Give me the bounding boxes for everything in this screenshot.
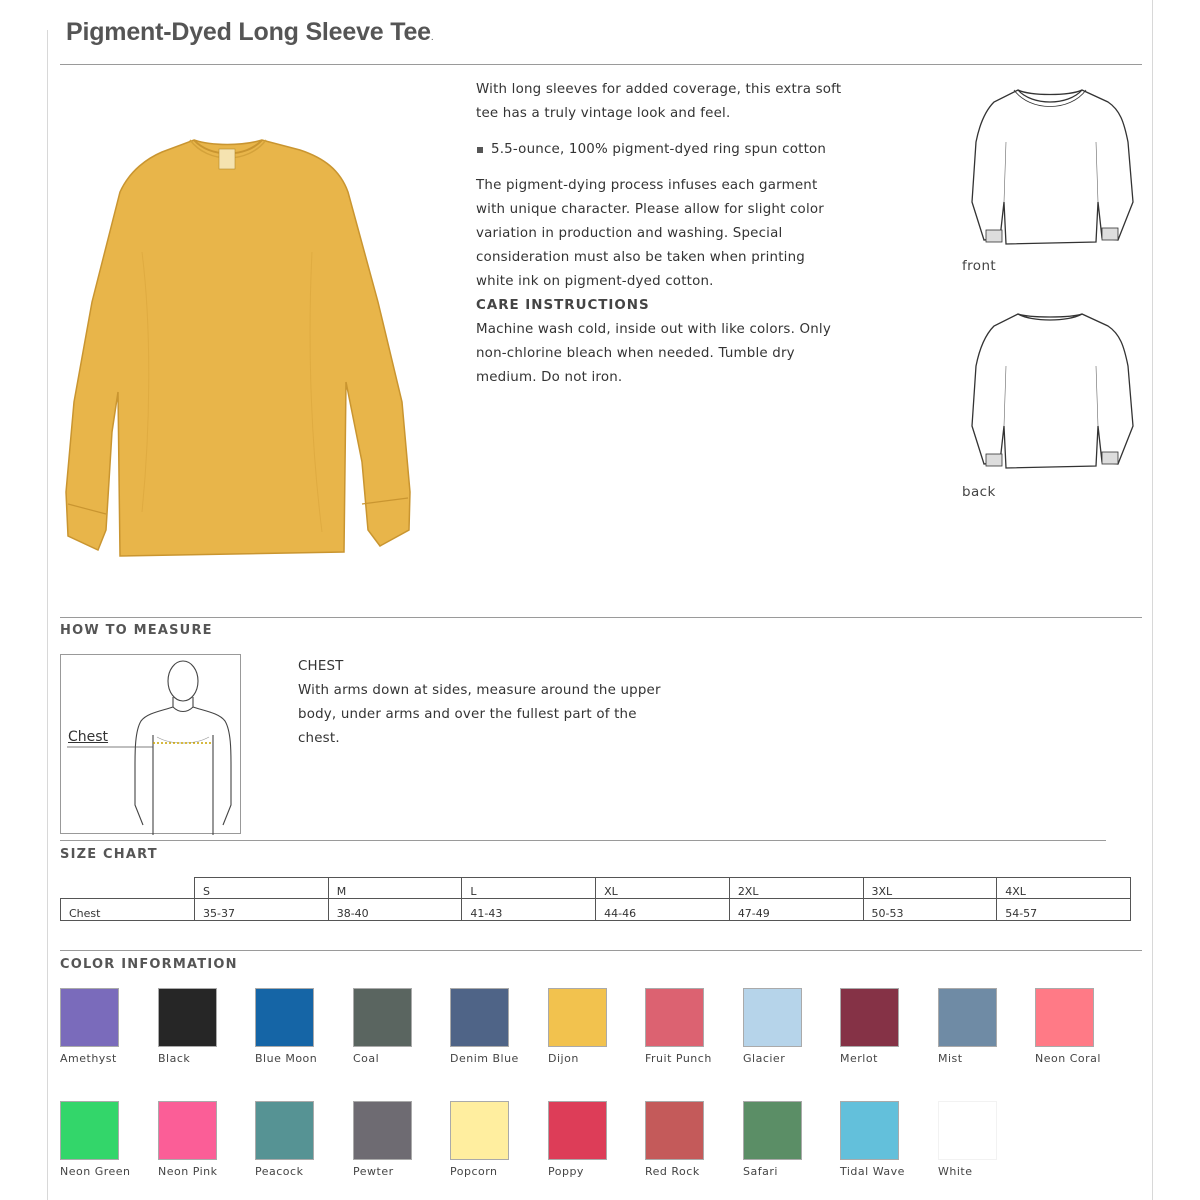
color-swatch[interactable] (158, 988, 258, 1065)
care-heading: CARE INSTRUCTIONS (476, 298, 650, 313)
color-swatch[interactable] (255, 1101, 355, 1178)
color-chip[interactable] (60, 988, 119, 1047)
size-chart-table (60, 877, 1131, 921)
size-value-cell: 35-37 (195, 899, 329, 921)
color-swatch[interactable] (938, 988, 1038, 1065)
color-name: Safari (743, 1165, 778, 1178)
body-outline-figure (61, 655, 242, 835)
color-swatch[interactable] (743, 1101, 843, 1178)
color-chip[interactable] (158, 1101, 217, 1160)
bullet-square-icon (477, 147, 483, 153)
care-text: Machine wash cold, inside out with like colors. Only non-chlorine bleach when needed. Tumble dry medium. Do not iron. (476, 322, 831, 385)
size-header-cell: 4XL (997, 878, 1131, 899)
color-name: Black (158, 1052, 191, 1065)
size-header-cell: M (328, 878, 462, 899)
page-title: Pigment-Dyed Long Sleeve Tee. (66, 18, 434, 46)
measure-text: With arms down at sides, measure around the upper body, under arms and over the fullest part of the chest. (298, 683, 661, 746)
color-chip[interactable] (450, 1101, 509, 1160)
color-swatch[interactable] (645, 988, 745, 1065)
color-chip[interactable] (450, 988, 509, 1047)
color-chip[interactable] (938, 988, 997, 1047)
size-value-cell: 54-57 (997, 899, 1131, 921)
color-name: White (938, 1165, 973, 1178)
color-chip[interactable] (255, 988, 314, 1047)
size-value-cell: 50-53 (863, 899, 997, 921)
description-intro: With long sleeves for added coverage, this extra soft tee has a truly vintage look and feel. (476, 82, 842, 121)
color-chip[interactable] (353, 1101, 412, 1160)
color-name: Glacier (743, 1052, 786, 1065)
size-chest-row (61, 899, 1131, 921)
color-name: Dijon (548, 1052, 579, 1065)
front-label: front (962, 258, 997, 274)
color-chip[interactable] (158, 988, 217, 1047)
back-flat-sketch (970, 306, 1135, 476)
size-header-blank (61, 878, 195, 899)
color-chip[interactable] (1035, 988, 1094, 1047)
color-swatch[interactable] (743, 988, 843, 1065)
color-name: Fruit Punch (645, 1052, 712, 1065)
color-chip[interactable] (743, 988, 802, 1047)
size-value-cell: 41-43 (462, 899, 596, 921)
color-swatch[interactable] (353, 1101, 453, 1178)
color-chip[interactable] (938, 1101, 997, 1160)
size-header-row (61, 878, 1131, 899)
color-swatch[interactable] (548, 1101, 648, 1178)
color-chip[interactable] (548, 1101, 607, 1160)
size-header-cell: S (195, 878, 329, 899)
size-value-cell: 38-40 (328, 899, 462, 921)
color-swatch[interactable] (60, 988, 160, 1065)
color-chip[interactable] (645, 1101, 704, 1160)
color-swatch[interactable] (938, 1101, 1038, 1178)
diagram-chest-label: Chest (68, 729, 109, 745)
measure-divider (60, 617, 1142, 618)
color-swatch[interactable] (353, 988, 453, 1065)
color-name: Neon Pink (158, 1165, 218, 1178)
front-flat-sketch (970, 82, 1135, 252)
color-name: Poppy (548, 1165, 584, 1178)
color-name: Merlot (840, 1052, 878, 1065)
color-swatch[interactable] (158, 1101, 258, 1178)
color-name: Popcorn (450, 1165, 498, 1178)
color-chip[interactable] (840, 988, 899, 1047)
feature-bullet (476, 138, 846, 162)
back-label: back (962, 484, 996, 500)
product-description (476, 78, 846, 390)
color-chip[interactable] (60, 1101, 119, 1160)
size-value-cell: 47-49 (729, 899, 863, 921)
how-to-measure-heading: HOW TO MEASURE (60, 623, 213, 638)
color-chip[interactable] (548, 988, 607, 1047)
measure-diagram (60, 654, 241, 834)
color-name: Tidal Wave (840, 1165, 905, 1178)
size-header-cell: 2XL (729, 878, 863, 899)
size-value-cell: 44-46 (596, 899, 730, 921)
color-swatch[interactable] (450, 1101, 550, 1178)
color-swatch[interactable] (1035, 988, 1135, 1065)
color-name: Amethyst (60, 1052, 117, 1065)
product-image (62, 132, 414, 562)
color-chip[interactable] (743, 1101, 802, 1160)
color-name: Coal (353, 1052, 380, 1065)
feature-bullet-text: 5.5-ounce, 100% pigment-dyed ring spun cotton (491, 142, 827, 157)
measure-instructions (298, 655, 678, 751)
size-header-cell: XL (596, 878, 730, 899)
color-chip[interactable] (645, 988, 704, 1047)
title-divider (60, 64, 1142, 65)
color-chip[interactable] (840, 1101, 899, 1160)
measure-title: CHEST (298, 659, 344, 674)
size-row-label: Chest (61, 899, 195, 921)
size-header-cell: L (462, 878, 596, 899)
left-border-line (47, 30, 48, 1200)
color-swatch[interactable] (645, 1101, 745, 1178)
color-swatch[interactable] (450, 988, 550, 1065)
color-swatch[interactable] (255, 988, 355, 1065)
color-name: Pewter (353, 1165, 394, 1178)
color-name: Neon Coral (1035, 1052, 1101, 1065)
size-header-cell: 3XL (863, 878, 997, 899)
color-name: Neon Green (60, 1165, 131, 1178)
color-divider (60, 950, 1142, 951)
color-name: Denim Blue (450, 1052, 519, 1065)
color-swatch[interactable] (840, 1101, 940, 1178)
color-name: Mist (938, 1052, 963, 1065)
color-chip[interactable] (255, 1101, 314, 1160)
color-swatch[interactable] (60, 1101, 160, 1178)
color-swatch[interactable] (840, 988, 940, 1065)
color-name: Red Rock (645, 1165, 700, 1178)
right-border-line (1152, 0, 1153, 1200)
size-chart-divider (60, 840, 1106, 841)
description-process: The pigment-dying process infuses each garment with unique character. Please allow for slight color variation in production and washing. Special consideration must also be taken when printing white ink on pigment-dyed cotton. (476, 178, 824, 289)
color-chip[interactable] (353, 988, 412, 1047)
color-name: Blue Moon (255, 1052, 318, 1065)
color-swatch[interactable] (548, 988, 648, 1065)
size-chart-heading: SIZE CHART (60, 847, 158, 862)
color-information-heading: COLOR INFORMATION (60, 957, 238, 972)
color-name: Peacock (255, 1165, 304, 1178)
